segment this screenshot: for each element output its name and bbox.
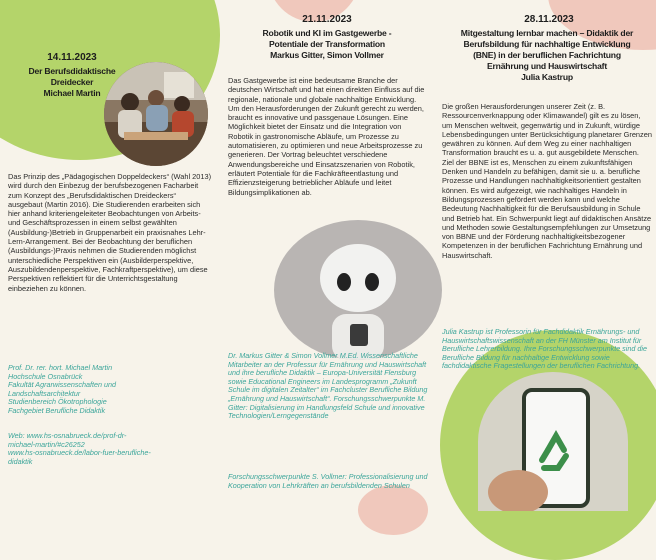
date-col1: 14.11.2023	[47, 52, 97, 63]
body-col1: Das Prinzip des „Pädagogischen Doppeldeckers“ (Wahl 2013) wird durch den Einbezug der berufsbezogenen Facharbeit zum Konzept des „Berufsdidaktischen Dreideckers“ ausgebaut (Martin 2016). Die Studierenden erarbeiten sich hier anhand kriteriengeleiteter Beobachtungen von Arbeits- und Geschäftsprozessen in einem selbst gewählten (Ausbildung-)Betrieb in Gruppenarbeit ein praxisnahes Lehr-Lern-Arrangement. Bei der Beobachtung der beruflichen (Ausbildungs-)Praxis nehmen die Studierenden möglichst unterschiedliche Perspektiven ein (Ausbilderperspektive, Auszubildendenperspektive, Fachkraftperspektive), um diese Perspektiven reflektiert für die Unterrichtsgestaltung einbeziehen zu können.	[8, 172, 212, 293]
title-line: Ernährung und Hauswirtschaft	[487, 61, 607, 71]
title-line: Markus Gitter, Simon Vollmer	[270, 50, 384, 60]
bio-line: Fachgebiet Berufliche Didaktik	[8, 405, 106, 415]
recycling-phone-photo	[478, 372, 628, 511]
bio2-col2: Forschungsschwerpunkte S. Vollmer: Professionalisierung und Kooperation von Lehrkräften an berufsbildenden Schulen	[228, 472, 428, 490]
title-line: Robotik und KI im Gastgewerbe -	[262, 28, 392, 38]
body-col3: Die großen Herausforderungen unserer Zeit (z. B. Ressourcenverknappung oder Klimawandel) gilt es zu lösen, um Menschen weltweit, gegenwärtig und in Zukunft, würdige Lebensbedingungen unter Berücksichtigung planetarer Grenzen gewähren zu können. Auf dem Weg zu einer nachhaltigen Transformation braucht es u. a. gut ausgebildete Menschen. Ziel der BBNE ist es, Menschen zu einem zukunftsfähigen Denken und Handeln zu befähigen, damit sie u. a. berufliche Prozesse und Handlungen nachhaltigkeitsorientiert gestalten können. Es wird aufgezeigt, wie nachhaltiges Handeln in Bildungsprozessen gefördert werden kann und welche Bedeutung Nachhaltigkeit für die Berufsausbildung in Schule und Betrieb hat. Ein Schwerpunkt liegt auf didaktischen Ansätze und Methoden sowie Gestaltungsempfehlungen zur Umsetzung von BBNE und der Förderung nachhaltigkeitsbezogener Kompetenzen in der beruflichen Fachrichtung Ernährung und Hauswirtschaft.	[442, 102, 652, 260]
title-line: Mitgestaltung lernbar machen – Didaktik der	[460, 28, 634, 38]
date-col2: 21.11.2023	[302, 14, 352, 25]
title-col3	[440, 28, 654, 83]
bio-line: Fakultät Agrarwissenschaften und	[8, 380, 117, 390]
bio-col2: Dr. Markus Gitter & Simon Vollmer M.Ed. Wissenschaftliche Mitarbeiter an der Professur für Ernährung und Hauswirtschaft und ihre berufliche Didaktik – Europa-Universität Flensburg sowie Educational Engineers im Landesprogramm „Zukunft Schule im digitalen Zeitalter“ im Fachcluster Berufliche Bildung „Ernährung und Hauswirtschaft“. Forschungsschwerpunkte M. Gitter: Digitalisierung im Handlungsfeld Schule und innovative Technologien/Lerngegenstände	[228, 351, 428, 421]
bio-col1	[8, 364, 214, 416]
bio-line: Landschaftsarchitektur	[8, 388, 81, 398]
web-link[interactable]: michael-martin/#c26252	[8, 439, 85, 449]
body-col2: Das Gastgewerbe ist eine bedeutsame Branche der deutschen Wirtschaft und hat einen direkten Einfluss auf die regionale, nationale und globale nachhaltige Entwicklung. Um den Herausforderungen der Zukunft gerecht zu werden, braucht es innovative und passgenaue Lösungen. Eine Möglichkeit bietet der Einsatz und die Integration von Robotik in gastronomische Abläufe, um Prozesse zu automatisieren, zu optimieren und neue Arbeitsprozesse zu generieren. Der Vortrag beleuchtet verschiedene Anwendungsbereiche und Einsatzszenarien von Robotik, erläutert Potentiale für die Fachkräfteentlastung und Effizienzsteigerung betrieblicher Abläufe und leitet Bildungsimplikationen ab.	[228, 76, 425, 197]
web-link[interactable]: Web: www.hs-osnabrueck.de/prof-dr-	[8, 431, 127, 440]
robot-photo	[274, 220, 442, 360]
title-line: (BNE) in der beruflichen Fachrichtung	[473, 50, 621, 60]
column-gitter-vollmer	[222, 0, 432, 511]
title-line: Der Berufsdidaktische	[28, 66, 116, 76]
bio-col3: Julia Kastrup ist Professorin für Fachdidaktik Ernährungs- und Hauswirtschaftswissenschaft an der FH Münster am Institut für Berufliche Lehrerbildung. Ihre Forschungsschwerpunkte sind die Berufliche Bildung für nachhaltige Entwicklung sowie fachdidaktische Fragestellungen der beruflichen Fachrichtung.	[442, 327, 647, 371]
title-col2	[222, 28, 432, 61]
bio-line: Prof. Dr. rer. hort. Michael Martin	[8, 363, 113, 372]
classroom-photo	[104, 62, 208, 166]
title-line: Julia Kastrup	[521, 72, 573, 82]
web-link[interactable]: didaktik	[8, 456, 33, 466]
title-line: Dreidecker	[50, 77, 94, 87]
web-links	[8, 432, 218, 466]
bio-line: Studienbereich Ökotrophologie	[8, 397, 107, 407]
column-kastrup	[438, 0, 656, 511]
title-line: Berufsbildung für nachhaltige Entwicklung	[463, 39, 631, 49]
title-line: Michael Martin	[43, 88, 101, 98]
date-col3: 28.11.2023	[524, 14, 574, 25]
bio-line: Hochschule Osnabrück	[8, 371, 83, 381]
column-martin	[0, 0, 218, 511]
title-line: Potentiale der Transformation	[269, 39, 385, 49]
web-link[interactable]: www.hs-osnabrueck.de/labor-fuer-berufliche-	[8, 448, 151, 458]
